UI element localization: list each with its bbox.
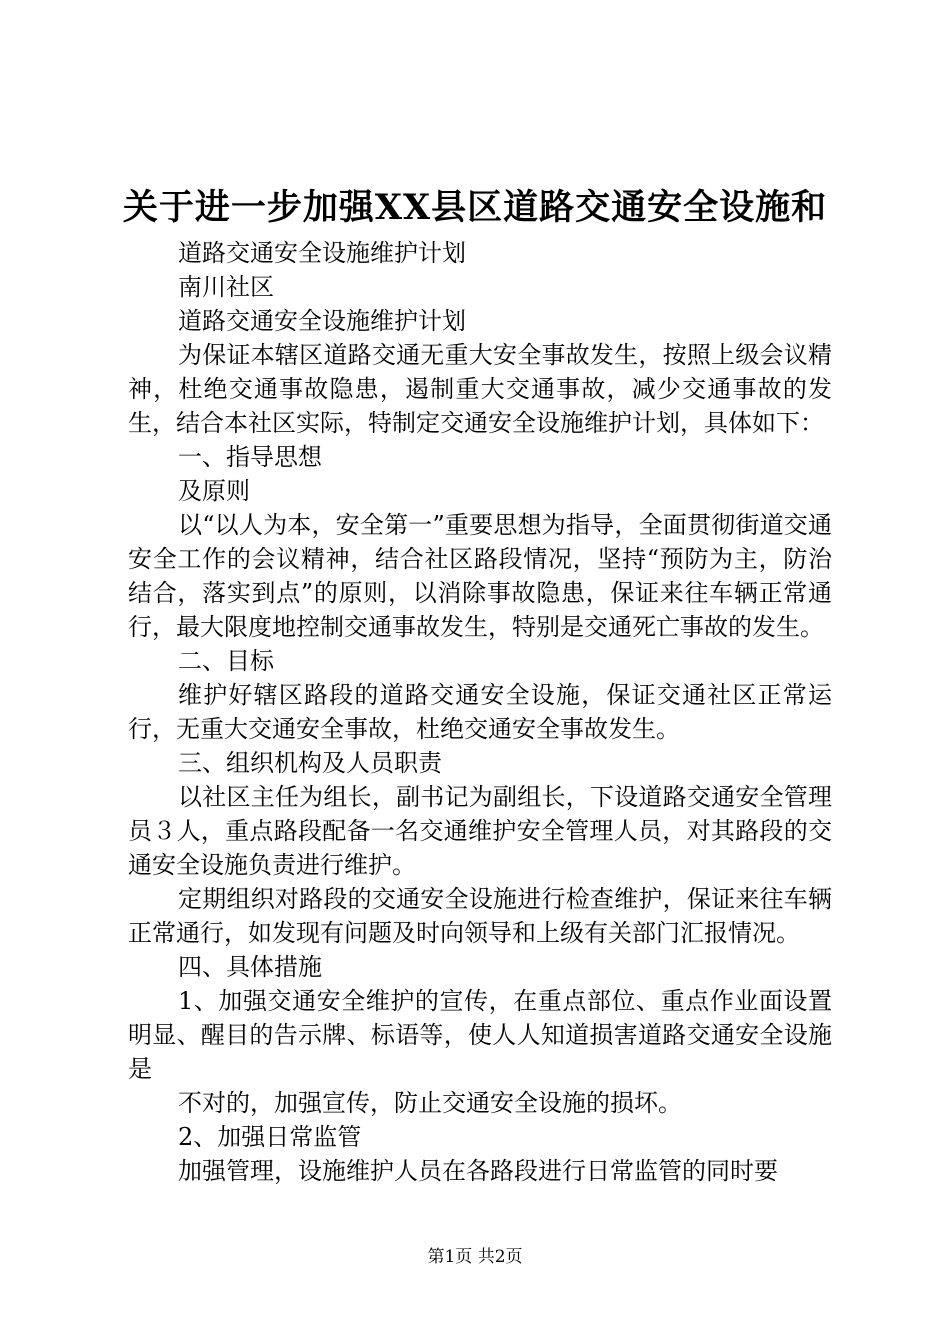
section-heading-1-continued: 及原则 (178, 477, 250, 505)
measure-2-heading: 2、加强日常监管 (178, 1123, 362, 1151)
measure-1-continued: 不对的，加强宣传，防止交通安全设施的损坏。 (178, 1089, 682, 1117)
measure-2-paragraph: 加强管理，设施维护人员在各路段进行日常监管的同时要 (178, 1157, 778, 1185)
measure-1-paragraph: 1、加强交通安全维护的宣传，在重点部位、重点作业面设置明显、醒目的告示牌、标语等，使人人知道损害道路交通安全设施是 (128, 987, 832, 1083)
intro-paragraph: 为保证本辖区道路交通无重大安全事故发生，按照上级会议精神，杜绝交通事故隐患，遏制重大交通事故，减少交通事故的发生，结合本社区实际，特制定交通安全设施维护计划，具体如下： (128, 341, 832, 437)
document-title: 关于进一步加强XX县区道路交通安全设施和 (122, 187, 828, 228)
goal-paragraph: 维护好辖区路段的道路交通安全设施，保证交通社区正常运行，无重大交通安全事故，杜绝交通安全事故发生。 (128, 681, 832, 743)
guiding-principle-paragraph: 以“以人为本，安全第一”重要思想为指导，全面贯彻街道交通安全工作的会议精神，结合社区路段情况，坚持“预防为主，防治结合，落实到点”的原则，以消除事故隐患，保证来往车辆正常通行，最大限度地控制交通事故发生，特别是交通死亡事故的发生。 (128, 511, 832, 641)
page-number: 第1页 共2页 (427, 1247, 523, 1267)
document-body (128, 236, 832, 1188)
section-heading-2: 二、目标 (178, 647, 274, 675)
subtitle-line: 道路交通安全设施维护计划 (178, 239, 466, 267)
section-heading-3: 三、组织机构及人员职责 (178, 749, 442, 777)
community-name: 南川社区 (178, 273, 274, 301)
section-heading-4: 四、具体措施 (178, 953, 322, 981)
plan-heading: 道路交通安全设施维护计划 (178, 307, 466, 335)
organization-paragraph: 以社区主任为组长，副书记为副组长，下设道路交通安全管理员３人，重点路段配备一名交通维护安全管理人员，对其路段的交通安全设施负责进行维护。 (128, 783, 832, 879)
inspection-paragraph: 定期组织对路段的交通安全设施进行检查维护，保证来往车辆正常通行，如发现有问题及时向领导和上级有关部门汇报情况。 (128, 885, 832, 947)
section-heading-1: 一、指导思想 (178, 443, 322, 471)
